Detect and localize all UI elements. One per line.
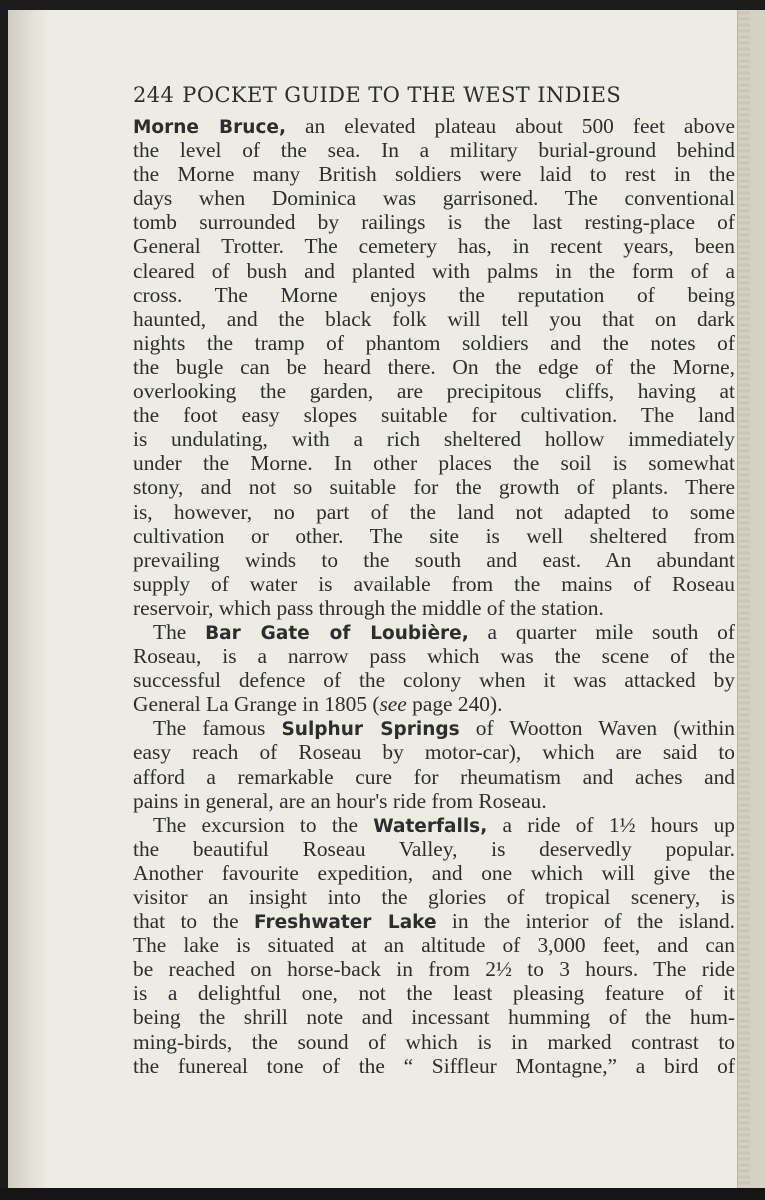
book-title-header: POCKET GUIDE TO THE WEST INDIES xyxy=(182,83,622,107)
book-page xyxy=(8,10,750,1188)
text-segment: be reached on horse-back in from 2½ to 3 hours. The ride xyxy=(133,957,735,982)
text-line xyxy=(133,138,735,162)
text-line xyxy=(133,162,735,186)
text-segment: a quarter mile south of xyxy=(468,619,735,644)
text-line xyxy=(133,765,735,789)
text-line xyxy=(133,789,735,813)
text-line xyxy=(133,234,735,258)
bold-term: Bar Gate of Loubière, xyxy=(205,622,469,644)
text-segment: supply of water is available from the mains of Roseau xyxy=(133,571,735,596)
text-segment: is, however, no part of the land not adapted to some xyxy=(133,499,735,524)
page-edge xyxy=(737,10,750,1188)
text-line xyxy=(133,981,735,1005)
text-segment: The excursion to the xyxy=(153,812,374,837)
text-line xyxy=(133,379,735,403)
text-line xyxy=(133,475,735,499)
text-line xyxy=(133,307,735,331)
text-segment: under the Morne. In other places the soil is somewhat xyxy=(133,451,735,476)
text-segment: a ride of 1½ hours up xyxy=(487,812,735,837)
text-segment: nights the tramp of phantom soldiers and the notes of xyxy=(133,330,735,355)
text-segment: The xyxy=(153,619,206,644)
scan-border-bottom xyxy=(0,1188,765,1200)
text-line xyxy=(133,331,735,355)
text-line xyxy=(133,861,735,885)
text-segment: easy reach of Roseau by motor-car), which are said to xyxy=(133,740,735,765)
text-segment: cross. The Morne enjoys the reputation of being xyxy=(133,282,735,307)
text-line xyxy=(133,114,735,138)
text-line xyxy=(133,210,735,234)
bold-term: Freshwater Lake xyxy=(254,912,437,934)
running-head xyxy=(133,78,735,112)
text-line xyxy=(133,1005,735,1029)
page-gutter-shadow xyxy=(8,10,48,1188)
text-line xyxy=(133,596,735,620)
bold-term: Morne Bruce, xyxy=(133,117,286,138)
text-segment: overlooking the garden, are precipitous cliffs, having at xyxy=(133,379,735,404)
text-segment: General La Grange in 1805 ( xyxy=(133,692,380,717)
text-segment: Another favourite expedition, and one which will give the xyxy=(133,860,735,885)
text-segment: the level of the sea. In a military burial-ground behind xyxy=(133,138,735,163)
text-line xyxy=(133,427,735,451)
text-segment: reservoir, which pass through the middle of the station. xyxy=(133,595,604,620)
text-segment: page 240). xyxy=(406,692,503,717)
text-line xyxy=(133,283,735,307)
text-line xyxy=(133,451,735,475)
text-segment: is a delightful one, not the least pleasing feature of it xyxy=(133,981,735,1006)
text-line xyxy=(133,933,735,957)
text-line xyxy=(133,186,735,210)
text-line xyxy=(133,885,735,909)
text-segment: visitor an insight into the glories of tropical scenery, is xyxy=(133,885,735,909)
text-segment: General Trotter. The cemetery has, in recent years, been xyxy=(133,234,735,259)
text-segment: The lake is situated at an altitude of 3,000 feet, and can xyxy=(133,933,735,958)
text-segment: that to the xyxy=(133,909,255,934)
text-line xyxy=(133,500,735,524)
text-line xyxy=(133,909,735,933)
text-segment: the bugle can be heard there. On the edge of the Morne, xyxy=(133,354,735,379)
text-segment: is undulating, with a rich sheltered hollow immediately xyxy=(133,427,735,452)
text-segment: pains in general, are an hour's ride from Roseau. xyxy=(133,788,547,813)
text-line xyxy=(133,403,735,427)
text-segment: Roseau, is a narrow pass which was the scene of the xyxy=(133,644,735,669)
text-segment: the beautiful Roseau Valley, is deservedly popular. xyxy=(133,836,735,861)
text-line xyxy=(133,355,735,379)
text-segment: days when Dominica was garrisoned. The conventional xyxy=(133,186,735,211)
text-segment: prevailing winds to the south and east. An abundant xyxy=(133,547,735,572)
bold-term: Waterfalls, xyxy=(373,815,488,837)
text-line xyxy=(133,548,735,572)
page-content xyxy=(133,78,735,1078)
text-line xyxy=(133,620,735,644)
page-number: 244 xyxy=(133,83,175,107)
text-line xyxy=(133,572,735,596)
text-segment: afford a remarkable cure for rheumatism and aches and xyxy=(133,764,735,789)
text-line xyxy=(133,524,735,548)
bold-term: Sulphur Springs xyxy=(281,719,460,741)
text-segment: tomb surrounded by railings is the last resting-place of xyxy=(133,210,735,235)
text-segment: the foot easy slopes suitable for cultivation. The land xyxy=(133,403,735,428)
text-segment: ming-birds, the sound of which is in marked contrast to xyxy=(133,1029,735,1054)
text-segment: the Morne many British soldiers were laid to rest in the xyxy=(133,162,735,187)
text-line xyxy=(133,692,735,716)
text-segment: of Wootton Waven (within xyxy=(459,716,735,741)
text-line xyxy=(133,1054,735,1078)
text-segment: the funereal tone of the “ Siffleur Montagne,” a bird of xyxy=(133,1053,735,1078)
text-segment: being the shrill note and incessant humming of the hum- xyxy=(133,1005,735,1030)
text-segment: successful defence of the colony when it was attacked by xyxy=(133,668,735,693)
italic-text: see xyxy=(379,692,407,717)
body-text xyxy=(133,114,735,1078)
text-segment: cleared of bush and planted with palms in the form of a xyxy=(133,258,735,283)
text-line xyxy=(133,644,735,668)
text-segment: stony, and not so suitable for the growth of plants. There xyxy=(133,475,735,500)
text-segment: in the interior of the island. xyxy=(436,909,736,934)
text-line xyxy=(133,837,735,861)
text-line xyxy=(133,259,735,283)
text-segment: The famous xyxy=(153,716,282,741)
text-line xyxy=(133,740,735,764)
adjacent-page-edge xyxy=(750,10,765,1188)
text-segment: an elevated plateau about 500 feet above xyxy=(286,114,735,138)
text-line xyxy=(133,813,735,837)
text-line xyxy=(133,1030,735,1054)
text-line xyxy=(133,957,735,981)
text-segment: haunted, and the black folk will tell you that on dark xyxy=(133,306,735,331)
text-line xyxy=(133,716,735,740)
text-line xyxy=(133,668,735,692)
text-segment: cultivation or other. The site is well sheltered from xyxy=(133,523,735,548)
